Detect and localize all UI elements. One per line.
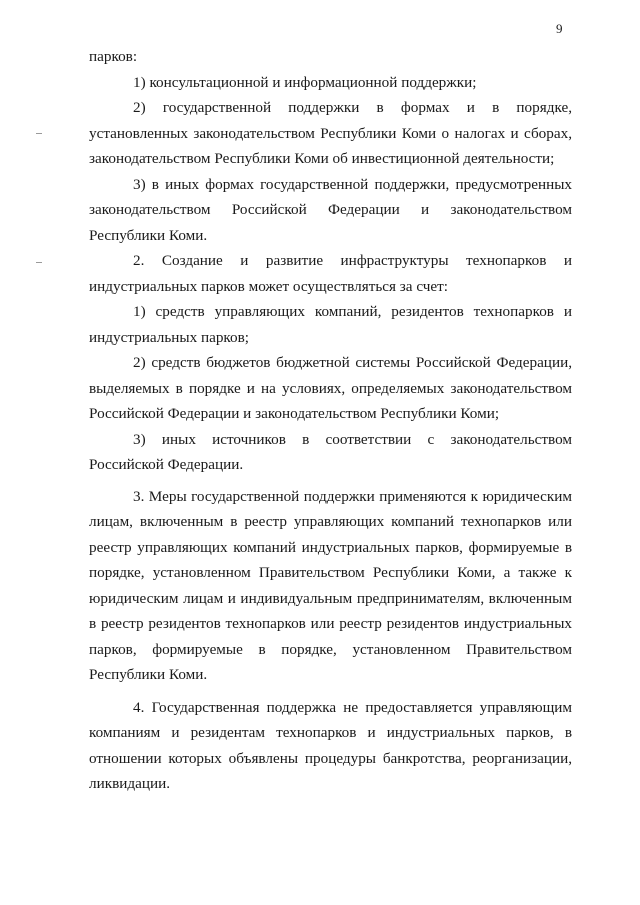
paragraph-source-3: 3) иных источников в соответствии с законодательством Российской Федерации. <box>89 430 572 473</box>
paragraph-source-1: 1) средств управляющих компаний, резидентов технопарков и индустриальных парков; <box>89 303 572 346</box>
page-number: 9 <box>556 21 563 36</box>
paragraph-source-2: 2) средств бюджетов бюджетной системы Российской Федерации, выделяемых в порядке и на условиях, определяемых законодательством Российской Федерации и законодательством Республики Коми; <box>89 354 572 422</box>
paragraph-section-3: 3. Меры государственной поддержки применяются к юридическим лицам, включенным в реестр управляющих компаний технопарков или реестр управляющих компаний индустриальных парков, формируемые в порядке, установленном Правительством Республики Коми, а также к юридическим лицам и индивидуальным предпринимателям, включенным в реестр резидентов технопарков или реестр резидентов индустриальных парков, формируемые в порядке, установленном Правительством Республики Коми. <box>89 487 572 683</box>
paragraph-item-2: 2) государственной поддержки в формах и в порядке, установленных законодательством Республики Коми о налогах и сборах, законодательством Республики Коми об инвестиционной деятельности; <box>89 99 572 167</box>
paragraph-item-1: 1) консультационной и информационной поддержки; <box>133 73 477 91</box>
paragraph-section-2: 2. Создание и развитие инфраструктуры технопарков и индустриальных парков может осуществляться за счет: <box>89 252 572 295</box>
margin-mark <box>36 262 42 263</box>
document-body <box>89 44 572 797</box>
paragraph-section-4: 4. Государственная поддержка не предоставляется управляющим компаниям и резидентам технопарков и индустриальных парков, в отношении которых объявлены процедуры банкротства, реорганизации, ликвидации. <box>89 698 572 792</box>
paragraph-item-3: 3) в иных формах государственной поддержки, предусмотренных законодательством Российской Федерации и законодательством Республики Коми. <box>89 175 572 244</box>
margin-mark <box>36 133 42 134</box>
paragraph-continuation: парков: <box>89 48 138 65</box>
